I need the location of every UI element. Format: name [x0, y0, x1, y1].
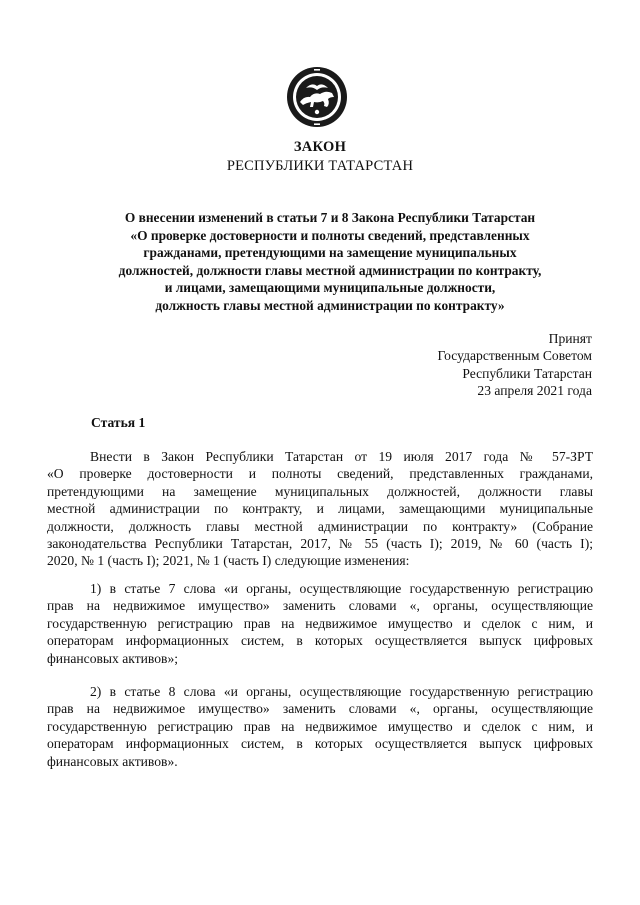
- tatarstan-coat-of-arms-icon: [286, 66, 348, 128]
- adoption-block: [437, 330, 592, 399]
- heading-line: «О проверке достоверности и полноты сведений, представленных: [130, 227, 530, 243]
- paragraph-line: прав на недвижимое имущество» заменить словами «, органы, осуществляющие: [47, 701, 593, 717]
- paragraph-line: операторам информационных систем, в которых осуществляется выпуск цифровых: [47, 633, 593, 649]
- paragraph-line: 2020, № 1 (часть I); 2021, № 1 (часть I) следующие изменения:: [47, 553, 410, 569]
- heading-line: гражданами, претендующими на замещение муниципальных: [143, 245, 517, 260]
- heading-line: и лицами, замещающими муниципальные должности,: [164, 280, 496, 295]
- adoption-line: Государственным Советом: [437, 348, 592, 364]
- paragraph-line: прав на недвижимое имущество» заменить словами «, органы, осуществляющие: [47, 598, 593, 614]
- heading-line: должность главы местной администрации по контракту»: [155, 297, 505, 313]
- law-heading: [60, 209, 600, 314]
- paragraph-line: Внести в Закон Республики Татарстан от 19 июля 2017 года № 57-ЗРТ: [90, 449, 593, 464]
- heading-line: О внесении изменений в статьи 7 и 8 Закона Республики Татарстан: [124, 210, 536, 225]
- paragraph-line: должности, должность главы местной администрации по контракту» (Собрание: [47, 518, 593, 534]
- adoption-line: Республики Татарстан: [462, 365, 592, 381]
- paragraph-line: «О проверке достоверности и полноты сведений, представленных гражданами,: [47, 466, 593, 482]
- article-title: Статья 1: [91, 415, 146, 430]
- paragraph-line: финансовых активов»;: [47, 650, 179, 666]
- heading-line: должностей, должности главы местной администрации по контракту,: [118, 262, 542, 278]
- adoption-line: Принят: [548, 331, 592, 346]
- paragraph-3: [47, 683, 593, 770]
- law-subtitle: РЕСПУБЛИКИ ТАТАРСТАН: [226, 158, 414, 174]
- paragraph-line: законодательства Республики Татарстан, 2017, № 55 (часть I); 2019, № 60 (часть I);: [47, 536, 593, 552]
- paragraph-line: операторам информационных систем, в которых осуществляется выпуск цифровых: [47, 736, 593, 752]
- paragraph-line: 1) в статье 7 слова «и органы, осуществляющие государственную регистрацию: [90, 581, 593, 596]
- paragraph-line: претендующими на замещение муниципальных должностей, должности главы: [47, 483, 593, 499]
- paragraph-2: [47, 580, 593, 667]
- paragraph-1: [47, 448, 593, 570]
- paragraph-line: государственную регистрацию прав на недвижимое имущество и сделок с ним, и: [47, 718, 593, 734]
- law-title: ЗАКОН: [293, 139, 347, 155]
- paragraph-line: 2) в статье 8 слова «и органы, осуществляющие государственную регистрацию: [90, 684, 593, 699]
- paragraph-line: финансовых активов».: [47, 753, 178, 769]
- paragraph-line: местной администрации по контракту, и лицами, замещающими муниципальные: [47, 501, 593, 517]
- adoption-date: 23 апреля 2021 года: [477, 382, 592, 398]
- paragraph-line: государственную регистрацию прав на недвижимое имущество и сделок с ним, и: [47, 615, 593, 631]
